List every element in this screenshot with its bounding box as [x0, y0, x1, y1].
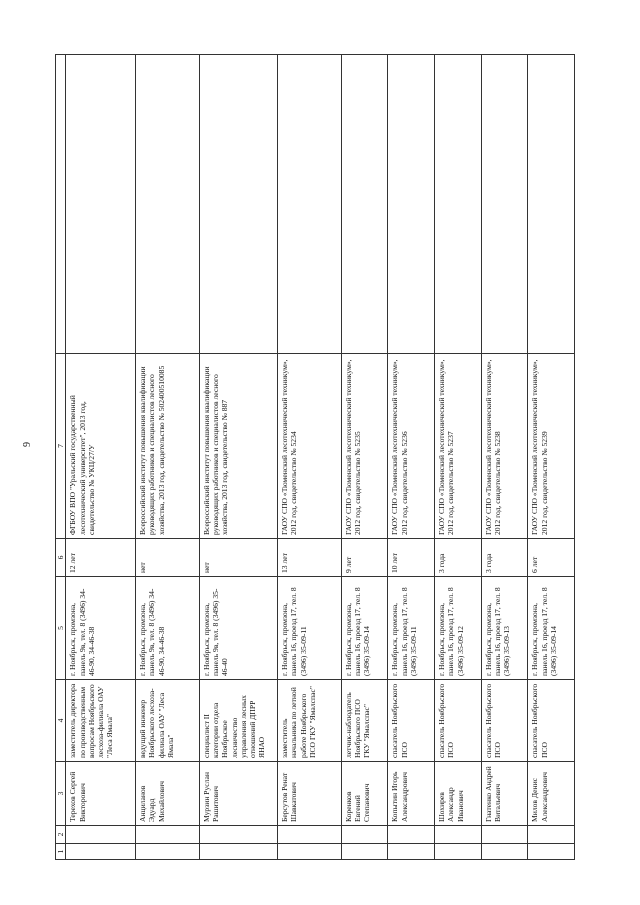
address-cell: г. Ноябрьск, промзона, панель 16, проезд 17, тел. 8 (3496) 35-09-11 — [278, 577, 342, 680]
header-row — [56, 55, 66, 860]
empty-cell — [481, 55, 528, 354]
experience-cell: 10 лет — [388, 539, 435, 577]
row-number-cell — [341, 826, 388, 844]
col-header-2: 2 — [56, 826, 66, 844]
name-cell: Гнатенко Андрей Витальевич — [481, 762, 528, 826]
empty-cell — [528, 55, 575, 354]
experience-cell: 3 года — [481, 539, 528, 577]
row-number-cell — [481, 826, 528, 844]
table-row — [66, 55, 136, 860]
name-cell: Берсутов Ренат Шавкатович — [278, 762, 342, 826]
row-number-cell — [66, 826, 136, 844]
education-cell: ГАОУ СПО «Тюменский лесотехнический техникум», 2012 год, свидетельство № 5238 — [481, 354, 528, 539]
row-index-cell — [528, 844, 575, 860]
col-header-blank — [56, 55, 66, 354]
table-row — [481, 55, 528, 860]
address-cell: г. Ноябрьск, промзона, панель 16, проезд 17, тел. 8 (3496) 35-09-14 — [341, 577, 388, 680]
col-header-4: 4 — [56, 680, 66, 762]
position-cell: летчик-наблюдатель Ноябрьского ПСО ГКУ "Ямалспас" — [341, 680, 388, 762]
row-index-cell — [136, 844, 200, 860]
table-row — [278, 55, 342, 860]
position-cell: спасатель Ноябрьского ПСО — [388, 680, 435, 762]
col-header-3: 3 — [56, 762, 66, 826]
experience-cell: нет — [199, 539, 277, 577]
experience-cell: 9 лет — [341, 539, 388, 577]
empty-cell — [66, 55, 136, 354]
name-cell: Анциланов Эдуард Михайлович — [136, 762, 200, 826]
position-cell: заместитель директора по производственным вопросам Ноябрьского лесхоза-филиала ОАУ "Леса Ямала" — [66, 680, 136, 762]
row-number-cell — [388, 826, 435, 844]
row-index-cell — [341, 844, 388, 860]
table-row — [388, 55, 435, 860]
row-index-cell — [481, 844, 528, 860]
education-cell: ГАОУ СПО «Тюменский лесотехнический техникум», 2012 год, свидетельство № 5234 — [278, 354, 342, 539]
empty-cell — [435, 55, 482, 354]
col-header-6: 6 — [56, 539, 66, 577]
address-cell: г. Ноябрьск, промзона, панель 16, проезд 17, тел. 8 (3496) 35-09-14 — [528, 577, 575, 680]
position-cell: ведущий инженер Ноябрьского лесхоза-филиала ОАУ "Леса Ямала" — [136, 680, 200, 762]
row-number-cell — [136, 826, 200, 844]
education-cell: ГАОУ СПО «Тюменский лесотехнический техникум», 2012 год, свидетельство № 5236 — [388, 354, 435, 539]
row-index-cell — [388, 844, 435, 860]
row-number-cell — [278, 826, 342, 844]
name-cell: Милов Денис Александрович — [528, 762, 575, 826]
experience-cell: 3 года — [435, 539, 482, 577]
table-row — [136, 55, 200, 860]
col-header-7: 7 — [56, 354, 66, 539]
empty-cell — [278, 55, 342, 354]
row-number-cell — [528, 826, 575, 844]
table-row — [341, 55, 388, 860]
education-cell: ГАОУ СПО «Тюменский лесотехнический техникум», 2012 год, свидетельство № 5235 — [341, 354, 388, 539]
table-row — [528, 55, 575, 860]
experience-cell: нет — [136, 539, 200, 577]
address-cell: г. Ноябрьск, промзона, панель 9в, тел. 8 (3496) 34-46-90, 34-46-38 — [66, 577, 136, 680]
row-index-cell — [199, 844, 277, 860]
address-cell: г. Ноябрьск, промзона, панель 16, проезд 17, тел. 8 (3496) 35-09-13 — [481, 577, 528, 680]
table-row — [435, 55, 482, 860]
education-cell: ГАОУ СПО «Тюменский лесотехнический техникум», 2012 год, свидетельство № 5237 — [435, 354, 482, 539]
position-cell: специалист II категории отдела Ноябрьское лесничество управления лесных отношений ДПРР ЯНАО — [199, 680, 277, 762]
education-cell: ФГБОУ ВПО "Уральский государственный лесотехнический университет", 2013 год, свидетельство № УКЦ/27/У — [66, 354, 136, 539]
row-index-cell — [278, 844, 342, 860]
row-number-cell — [435, 826, 482, 844]
name-cell: Копытин Игорь Александрович — [388, 762, 435, 826]
address-cell: г. Ноябрьск, промзона, панель 16, проезд 17, тел. 8 (3496) 35-09-11 — [388, 577, 435, 680]
position-cell: спасатель Ноябрьского ПСО — [528, 680, 575, 762]
page-number: 9 — [22, 442, 33, 447]
address-cell: г. Ноябрьск, промзона, панель 9в, тел. 8 (3496) 35-46-40 — [199, 577, 277, 680]
position-cell: спасатель Ноябрьского ПСО — [481, 680, 528, 762]
row-number-cell — [199, 826, 277, 844]
row-index-cell — [435, 844, 482, 860]
row-index-cell — [66, 844, 136, 860]
empty-cell — [136, 55, 200, 354]
name-cell: Шохирев Александр Иванович — [435, 762, 482, 826]
education-cell: Всероссийский институт повышения квалификации руководящих работников и специалистов лесного хозяйства, 2013 год, свидетельство № 887 — [199, 354, 277, 539]
education-cell: ГАОУ СПО «Тюменский лесотехнический техникум», 2012 год, свидетельство № 5239 — [528, 354, 575, 539]
address-cell: г. Ноябрьск, промзона, панель 16, проезд 17, тел. 8 (3496) 35-09-12 — [435, 577, 482, 680]
col-header-5: 5 — [56, 577, 66, 680]
experience-cell: 6 лет — [528, 539, 575, 577]
empty-cell — [388, 55, 435, 354]
address-cell: г. Ноябрьск, промзона, панель 9в, тел. 8 (3496) 34-46-90, 34-46-38 — [136, 577, 200, 680]
experience-cell: 13 лет — [278, 539, 342, 577]
empty-cell — [199, 55, 277, 354]
experience-cell: 12 лет — [66, 539, 136, 577]
name-cell: Мурзин Руслан Рашитович — [199, 762, 277, 826]
empty-cell — [341, 55, 388, 354]
col-header-1: 1 — [56, 844, 66, 860]
position-cell: спасатель Ноябрьского ПСО — [435, 680, 482, 762]
staff-table — [55, 54, 575, 860]
name-cell: Терехов Сергей Викторович — [66, 762, 136, 826]
education-cell: Всероссийский институт повышения квалификации руководящих работников и специалистов лесного хозяйства, 2013 год, свидетельство № 502400510085 — [136, 354, 200, 539]
name-cell: Коренков Евгений Степанович — [341, 762, 388, 826]
position-cell: заместитель начальника по летной работе Ноябрьского ПСО ГКУ "Ямалспас" — [278, 680, 342, 762]
table-row — [199, 55, 277, 860]
